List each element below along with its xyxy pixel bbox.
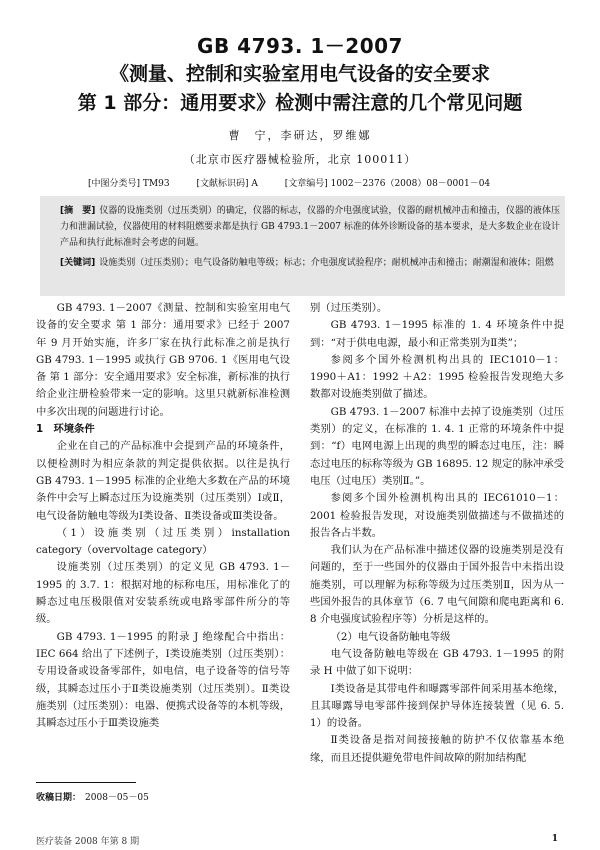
clc-value: TM93 — [142, 179, 170, 189]
doc-code-field — [196, 179, 257, 189]
title-line-3: 第 1 部分：通用要求》检测中需注意的几个常见问题 — [77, 92, 523, 114]
journal-footer: 医疗装备 2008 年第 8 期 — [36, 837, 140, 847]
body-paragraph: （1）设施类别（过压类别）installation category（overvoltage category） — [36, 526, 290, 557]
article-number-field — [285, 179, 490, 189]
affiliation: （北京市医疗器械检验所，北京 100011） — [183, 153, 417, 166]
keywords — [60, 255, 560, 271]
body-paragraph: GB 4793. 1－1995 的附录 J 绝缘配合中指出：IEC 664 给出了下述例子，Ⅰ类设施类别（过压类别）：专用设备或设备零部件，如电信，电子设备等的信号等级，其瞬态过压小于Ⅱ类设施类别（过压类别）。Ⅱ类设施类别（过压类别）：电器、便携式设备等的本机等级，其瞬态过压小于Ⅲ类设施类 — [36, 630, 290, 730]
body-column-right — [310, 300, 564, 767]
article-number-label: [文章编号] — [284, 179, 328, 189]
body-paragraph: GB 4793. 1－2007 标准中去掉了设施类别（过压类别）的定义，在标准的 1. 4. 1 正常的环境条件中提到：“f）电网电源上出现的典型的瞬态过电压，注：瞬态过电压的标称等级为 GB 16895. 12 规定的脉冲承受电压（过电压）类别Ⅱ。”。 — [310, 405, 564, 487]
body-paragraph: 别（过压类别）。 — [310, 302, 388, 314]
received-date-label: 收稿日期： — [36, 793, 82, 803]
classification-line — [88, 176, 514, 189]
doc-code-label: [文献标识码] — [196, 179, 249, 189]
body-paragraph: GB 4793. 1－1995 标准的 1. 4 环境条件中提到：“对于供电电源，最小和正常类别为Ⅱ类”； — [310, 319, 564, 349]
body-paragraph: Ⅰ类设备是其带电件和曝露零部件间采用基本绝缘，且其曝露导电零部件接到保护导体连接装置（见 6. 5. 1）的设备。 — [310, 682, 564, 730]
body-paragraph: 参阅多个国外检测机构出具的 IEC1010－1：1990＋A1：1992 ＋A2：1995 检验报告发现绝大多数都对设施类别做了描述。 — [310, 353, 564, 401]
received-date-value: 2008－05－05 — [85, 793, 149, 803]
body-paragraph: 企业在自己的产品标准中会提到产品的环境条件，以便检测时为相应条款的判定提供依据。以往是执行 GB 4793. 1－1995 标准的企业绝大多数在产品的环境条件中会写上瞬态过压为设施类别（过压类别）Ⅰ或Ⅱ，电气设备防触电等级为Ⅰ类设备、Ⅱ类设备或Ⅲ类设备。 — [36, 440, 290, 522]
keywords-label: [关键词] — [60, 258, 96, 268]
body-paragraph: 电气设备防触电等级在 GB 4793. 1－1995 的附录 H 中做了如下说明： — [310, 647, 564, 678]
article-number-value: 1002－2376（2008）08－0001－04 — [330, 179, 491, 189]
body-column-left — [36, 300, 290, 732]
title-line-2: 《测量、控制和实验室用电气设备的安全要求 — [109, 63, 490, 85]
received-date — [36, 790, 149, 803]
clc-field — [88, 179, 170, 189]
clc-label: [中图分类号] — [88, 179, 141, 189]
doc-code-value: A — [251, 179, 258, 189]
body-paragraph: GB 4793. 1－2007《测量、控制和实验室用电气设备的安全要求 第 1 部分：通用要求》已经于 2007 年 9 月开始实施，许多厂家在执行此标准之前是执行 GB 4793. 1－1995 或执行 GB 9706. 1《医用电气设备 第 1 部分：安全通用要求》安全标准，新标准的执行给企业注册检验带来一定的影响。这里只就新标准检测中多次出现的问题进行讨论。 — [36, 302, 290, 418]
body-paragraph: 设施类别（过压类别）的定义见 GB 4793. 1－1995 的 3.7. 1：根据对地的标称电压，用标准化了的瞬态过电压极限值对安装系统或电路零部件所分的等级。 — [36, 561, 290, 626]
authors: 曹 宁，李研达，罗维娜 — [228, 129, 372, 142]
body-paragraph: 参阅多个国外检测机构出具的 IEC61010－1：2001 检验报告发现，对设施类别做描述与不做描述的报告各占半数。 — [310, 492, 564, 539]
abstract-text: 仪器的设施类别（过压类别）的确定，仪器的标志，仪器的介电强度试验，仪器的耐机械冲击和撞击，仪器的液体压力和泄漏试验，仪器使用的材料阻燃要求都是执行 GB 4793.1－2007 标准的体外诊断设备的基本要求，是大多数企业在设计产品和执行此标准时会考虑的问题。 — [60, 206, 560, 248]
section-heading: 1 环境条件 — [36, 423, 95, 436]
title-standard-number: GB 4793. 1－2007 — [197, 34, 403, 58]
body-paragraph: 我们认为在产品标准中描述仪器的设施类别是没有问题的，至于一些国外的仪器由于国外报告中未指出设施类别，可以理解为标称等级为过压类别Ⅱ，因为从一些国外报告的具体章节（6. 7 电气间隙和爬电距离和 6. 8 介电强度试验程序等）分析是这样的。 — [310, 544, 564, 626]
title-block — [0, 32, 600, 118]
page-number: 1 — [551, 834, 558, 844]
body-paragraph: （2）电气设备防触电等级 — [330, 630, 451, 643]
footnote-rule — [36, 782, 136, 783]
abstract-label: [摘 要] — [60, 206, 96, 216]
abstract — [60, 203, 560, 251]
body-paragraph: Ⅱ类设备是指对间接接触的防护不仅依靠基本绝缘，而且还提供避免带电件间故障的附加结构配 — [310, 734, 564, 764]
keywords-text: 设施类别（过压类别）；电气设备防触电等级；标志；介电强度试验程序；耐机械冲击和撞击；耐潮湿和液体；阻燃 — [99, 258, 554, 268]
